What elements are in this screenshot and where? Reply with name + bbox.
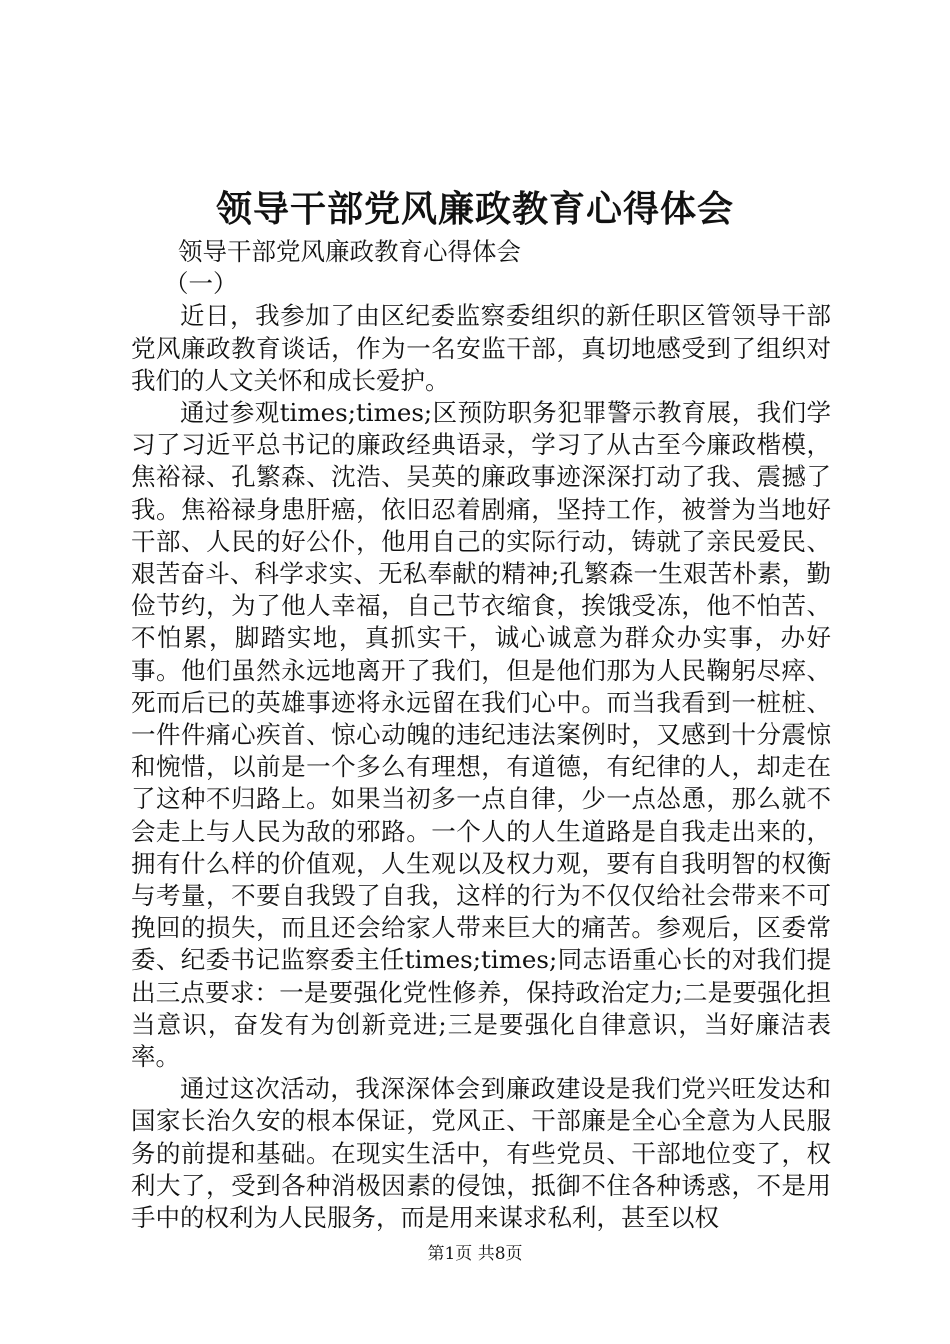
paragraph-2: 通过参观times;times;区预防职务犯罪警示教育展，我们学习了习近平总书记的廉政经典语录，学习了从古至今廉政楷模，焦裕禄、孔繁森、沈浩、吴英的廉政事迹深深打动了我、震撼了我。焦裕禄身患肝癌，依旧忍着剧痛，坚持工作，被誉为当地好干部、人民的好公仆，他用自己的实际行动，铸就了亲民爱民、艰苦奋斗、科学求实、无私奉献的精神;孔繁森一生艰苦朴素，勤俭节约，为了他人幸福，自己节衣缩食，挨饿受冻，他不怕苦、不怕累，脚踏实地，真抓实干，诚心诚意为群众办实事，办好事。他们虽然永远地离开了我们，但是他们那为人民鞠躬尽瘁、死而后已的英雄事迹将永远留在我们心中。而当我看到一桩桩、一件件痛心疾首、惊心动魄的违纪违法案例时，又感到十分震惊和惋惜，以前是一个多么有理想，有道德，有纪律的人，却走在了这种不归路上。如果当初多一点自律，少一点怂恿，那么就不会走上与人民为敌的邪路。一个人的人生道路是自我走出来的，拥有什么样的价值观，人生观以及权力观，要有自我明智的权衡与考量，不要自我毁了自我，这样的行为不仅仅给社会带来不可挽回的损失，而且还会给家人带来巨大的痛苦。参观后，区委常委、纪委书记监察委主任times;times;同志语重心长的对我们提出三点要求：一是要强化党性修养，保持政治定力;二是要强化担当意识，奋发有为创新竞进;三是要强化自律意识，当好廉洁表率。 [131, 398, 831, 1072]
paragraph-3: 通过这次活动，我深深体会到廉政建设是我们党兴旺发达和国家长治久安的根本保证，党风正、干部廉是全心全意为人民服务的前提和基础。在现实生活中，有些党员、干部地位变了，权利大了，受到各种消极因素的侵蚀，抵御不住各种诱惑，不是用手中的权利为人民服务，而是用来谋求私利，甚至以权 [131, 1074, 831, 1233]
page-footer: 第1页 共8页 [427, 1244, 523, 1264]
document-title: 领导干部党风廉政教育心得体会 [215, 188, 734, 230]
section-marker: （一） [164, 269, 238, 299]
paragraph-1: 近日，我参加了由区纪委监察委组织的新任职区管领导干部党风廉政教育谈话，作为一名安监干部，真切地感受到了组织对我们的人文关怀和成长爱护。 [131, 301, 831, 395]
document-body [131, 236, 831, 1234]
document-subtitle: 领导干部党风廉政教育心得体会 [178, 237, 521, 266]
